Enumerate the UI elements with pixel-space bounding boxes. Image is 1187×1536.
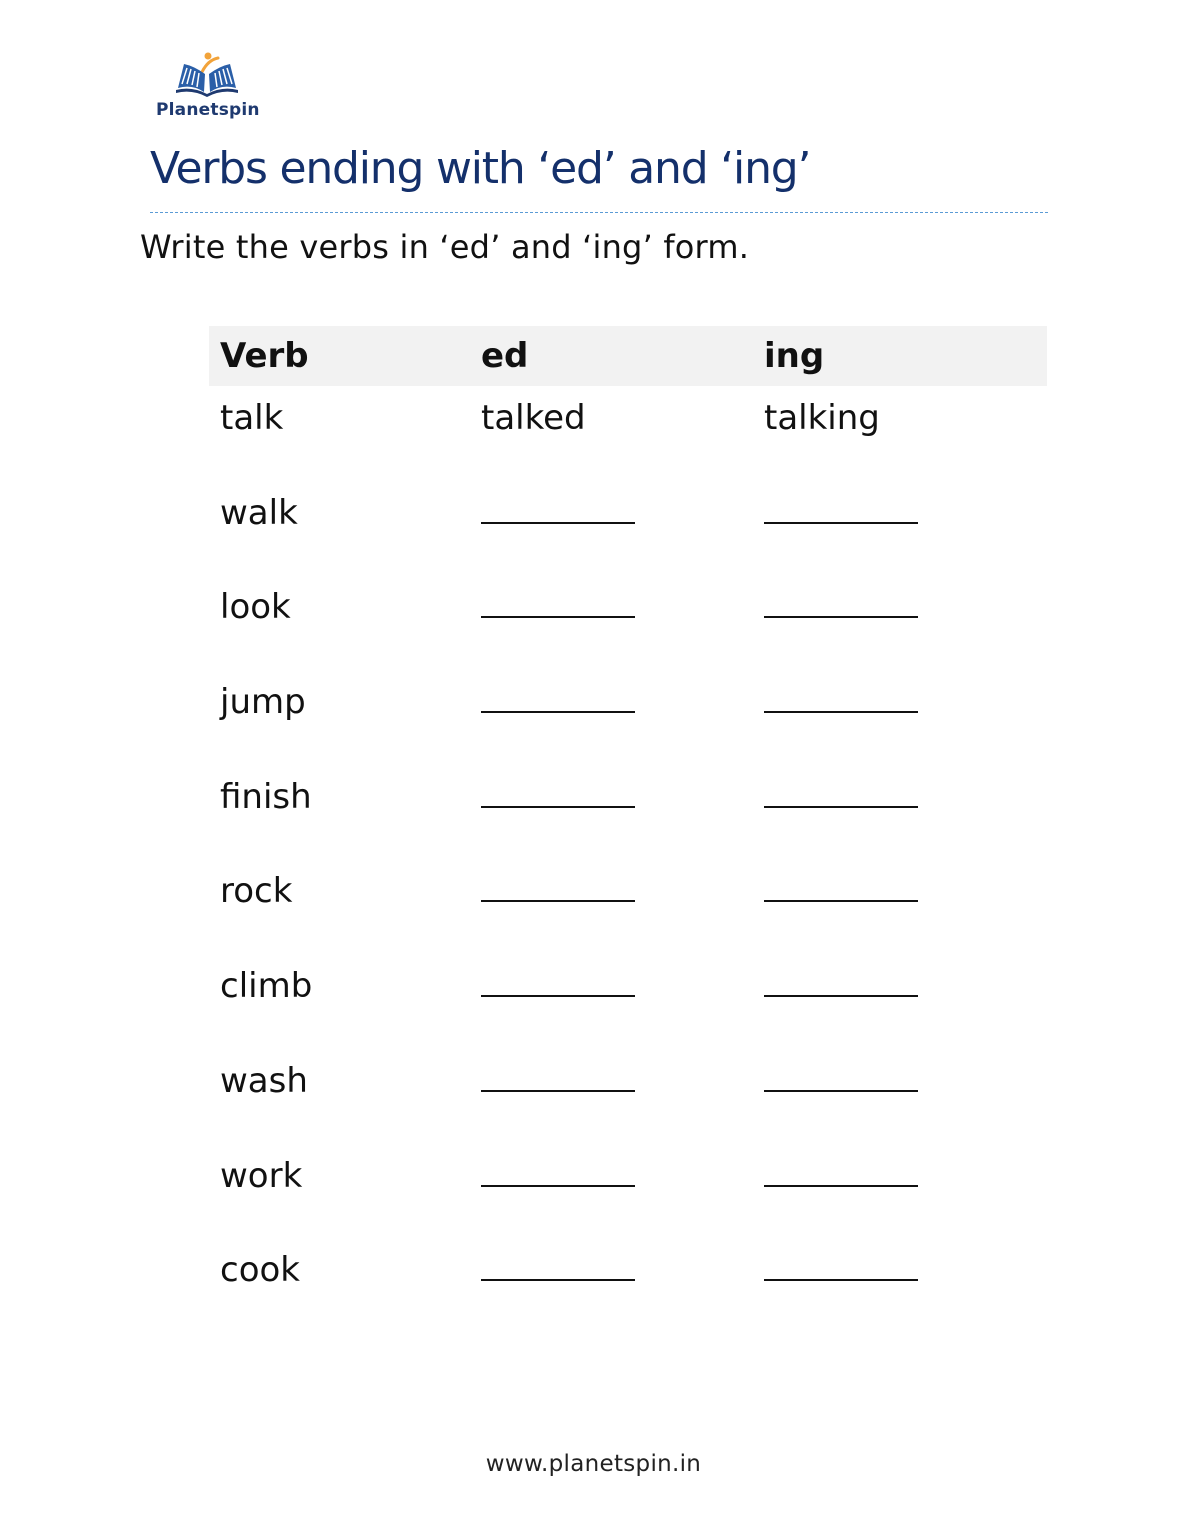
ed-answer-cell (481, 1144, 764, 1196)
ed-answer-cell (481, 859, 764, 911)
footer-url[interactable]: www.planetspin.in (485, 1451, 702, 1477)
table-row (209, 1144, 1047, 1239)
ed-answer-blank[interactable] (481, 971, 635, 997)
verb-cell: look (220, 587, 291, 628)
ing-answer-cell (764, 765, 1047, 817)
instruction-text: Write the verbs in ‘ed’ and ‘ing’ form. (140, 228, 750, 266)
ed-answer-cell (481, 481, 764, 533)
ed-answer-cell (481, 670, 764, 722)
ing-answer-cell (764, 481, 1047, 533)
table-row (209, 954, 1047, 1049)
ed-answer-blank[interactable] (481, 782, 635, 808)
table-row (209, 1238, 1047, 1333)
ing-answer-cell (764, 1144, 1047, 1196)
ing-answer-blank[interactable] (764, 971, 918, 997)
ed-cell: talked (481, 398, 586, 438)
table-row (209, 670, 1047, 765)
header-verb: Verb (220, 336, 309, 376)
ed-answer-blank[interactable] (481, 498, 635, 524)
verb-cell: talk (220, 398, 284, 438)
ing-answer-cell (764, 954, 1047, 1006)
page-title: Verbs ending with ‘ed’ and ‘ing’ (150, 143, 811, 194)
header-ed: ed (481, 336, 529, 376)
verb-cell: walk (220, 492, 298, 533)
verb-table (209, 326, 1047, 1333)
ing-cell: talking (764, 398, 880, 438)
header-ing: ing (764, 336, 825, 376)
ed-answer-cell (481, 765, 764, 817)
ed-answer-cell (481, 575, 764, 627)
table-row (209, 765, 1047, 860)
table-row (209, 1049, 1047, 1144)
ing-answer-blank[interactable] (764, 592, 918, 618)
ed-answer-cell (481, 1238, 764, 1290)
ing-answer-blank[interactable] (764, 782, 918, 808)
ed-answer-blank[interactable] (481, 876, 635, 902)
ing-answer-cell (764, 1238, 1047, 1290)
ing-answer-cell (764, 575, 1047, 627)
ed-answer-blank[interactable] (481, 1066, 635, 1092)
ing-answer-blank[interactable] (764, 1161, 918, 1187)
ing-answer-cell (764, 670, 1047, 722)
ed-answer-blank[interactable] (481, 687, 635, 713)
table-header (209, 326, 1047, 386)
ed-answer-blank[interactable] (481, 1255, 635, 1281)
verb-cell: rock (220, 871, 293, 912)
open-book-logo-icon (172, 50, 242, 98)
ing-answer-blank[interactable] (764, 498, 918, 524)
ing-answer-cell (764, 859, 1047, 911)
table-row (209, 575, 1047, 670)
verb-cell: climb (220, 966, 313, 1007)
logo-text: Planetspin (156, 100, 260, 120)
verb-cell: wash (220, 1060, 308, 1101)
ed-answer-blank[interactable] (481, 592, 635, 618)
ing-answer-blank[interactable] (764, 876, 918, 902)
table-row (209, 481, 1047, 576)
ed-answer-cell (481, 1049, 764, 1101)
ed-answer-cell (481, 954, 764, 1006)
table-row (209, 386, 1047, 481)
verb-cell: jump (220, 682, 306, 723)
planetspin-logo (152, 50, 262, 126)
verb-cell: work (220, 1155, 303, 1196)
ing-answer-blank[interactable] (764, 1066, 918, 1092)
verb-cell: finish (220, 776, 312, 817)
title-divider (150, 212, 1048, 213)
ed-answer-blank[interactable] (481, 1161, 635, 1187)
verb-cell: cook (220, 1250, 300, 1291)
ing-answer-blank[interactable] (764, 687, 918, 713)
ing-answer-cell (764, 1049, 1047, 1101)
ing-answer-blank[interactable] (764, 1255, 918, 1281)
table-row (209, 859, 1047, 954)
